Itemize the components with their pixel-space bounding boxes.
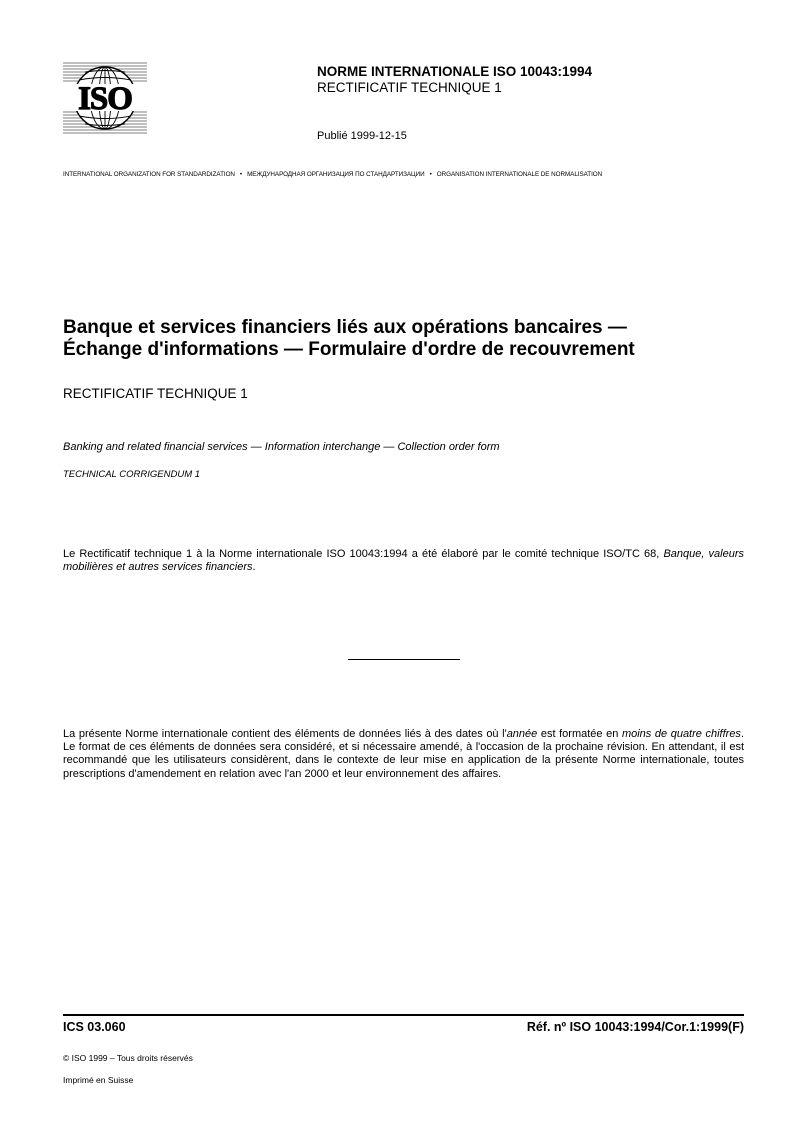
committee-paragraph [63,548,744,574]
publication-date: Publié 1999-12-15 [317,130,407,142]
english-title: Banking and related financial services — Information interchange — Collection order form [63,441,500,453]
iso-logo [63,60,147,136]
footer-rule [63,1014,744,1016]
org-name-russian: МЕЖДУНАРОДНАЯ ОРГАНИЗАЦИЯ ПО СТАНДАРТИЗАЦИИ [247,171,425,178]
year-2000-paragraph [63,728,744,781]
copyright-notice: © ISO 1999 – Tous droits réservés [63,1053,193,1063]
title-line-1: Banque et services financiers liés aux opérations bancaires — [63,317,627,338]
ics-code: ICS 03.060 [63,1020,126,1034]
svg-text:ISO: ISO [78,81,132,117]
title-line-2: Échange d'informations — Formulaire d'ordre de recouvrement [63,339,635,360]
document-subtitle: RECTIFICATIF TECHNIQUE 1 [63,386,248,401]
paragraph-text: est formatée en [537,728,622,740]
emphasis-text: moins de quatre chiffres [621,728,741,740]
corrigendum-label: RECTIFICATIF TECHNIQUE 1 [317,80,502,95]
paragraph-end: . [252,561,256,574]
paragraph-text: La présente Norme internationale contient des éléments de données liés à des dates où l' [63,728,507,740]
document-title [63,317,763,361]
org-name-english: INTERNATIONAL ORGANIZATION FOR STANDARDIZATION [63,171,235,178]
printed-in: Imprimé en Suisse [63,1075,134,1085]
separator-rule [348,659,460,660]
iso-globe-logo-icon [63,60,147,136]
reference-number: Réf. nº ISO 10043:1994/Cor.1:1999(F) [526,1020,744,1034]
bullet-separator: • [429,171,432,178]
org-name-french: ORGANISATION INTERNATIONALE DE NORMALISATION [436,171,603,178]
bullet-separator: • [239,171,243,178]
paragraph-text: . Le format de ces éléments de données sera considéré, et si nécessaire amendé, à l'occasion de la prochaine révision. En attendant, il est recommandé que les utilisateurs considèrent, dans le contexte de leur mise en application de la présente Norme internationale, toutes prescriptions d'amendement en relation avec l'an 2000 et leur environnement des affaires. [63,728,744,780]
emphasis-text: année [506,728,538,740]
standard-title: NORME INTERNATIONALE ISO 10043:1994 [317,64,593,79]
organization-line [63,170,753,179]
committee-name: Banque, valeurs mobilières et autres services financiers [63,548,744,574]
english-subtitle: TECHNICAL CORRIGENDUM 1 [63,469,201,480]
paragraph-text: Le Rectificatif technique 1 à la Norme internationale ISO 10043:1994 a été élaboré par le comité technique ISO/TC 68, [63,548,664,560]
